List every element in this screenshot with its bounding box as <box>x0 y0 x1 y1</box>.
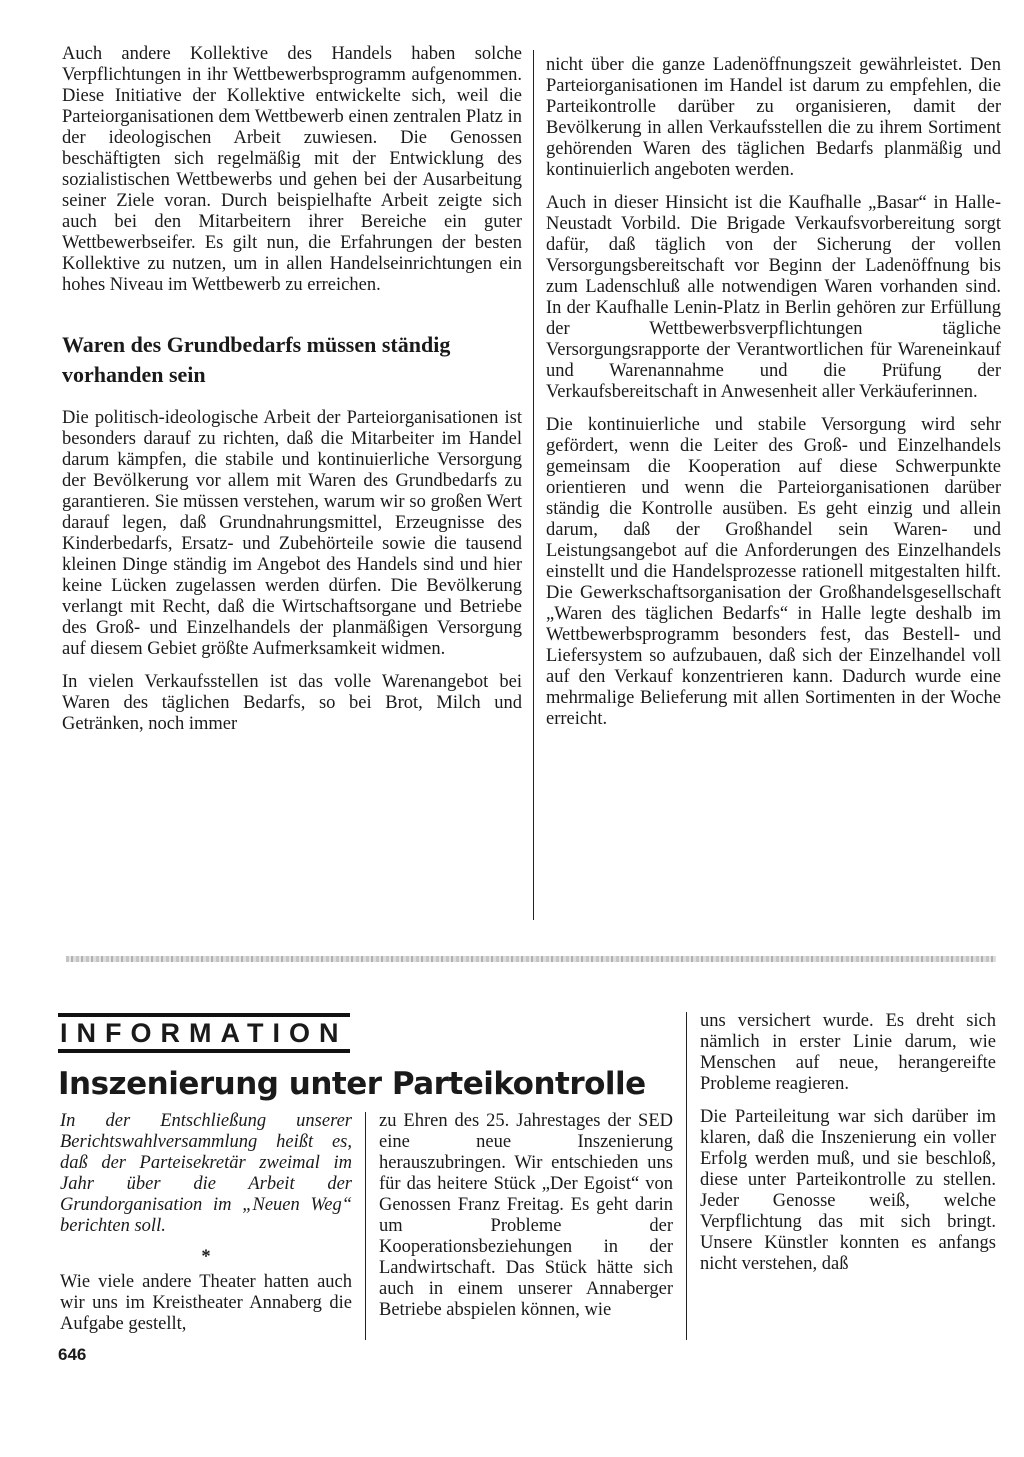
paragraph: Wie viele andere Theater hatten auch wir uns im Kreistheater Annaberg die Aufgabe gestellt, <box>60 1272 352 1334</box>
paragraph: Auch andere Kollektive des Handels haben solche Verpflichtungen in ihr Wettbewerbsprogramm aufgenommen. Diese Initiative der Kollektive entwickelte sich, weil die Parteiorganisationen dem Wettbewerb einen zentralen Platz in der ideologischen Arbeit zuwiesen. Die Genossen beschäftigten sich regelmäßig mit der Entwicklung des sozialistischen Wettbewerbs und gehen bei der Ausarbeitung seiner Ziele voran. Durch beispielhafte Arbeit zeigte sich auch bei den Mitarbeitern ihrer Bereiche ein guter Wettbewerbseifer. Es gilt nun, die Erfahrungen der besten Kollektive zu nutzen, um in allen Handelseinrichtungen ein hohes Niveau im Wettbewerb zu erreichen. <box>62 44 522 295</box>
article-column-left <box>62 44 522 747</box>
separator-star: * <box>201 1247 211 1267</box>
paragraph: nicht über die ganze Ladenöffnungszeit gewährleistet. Den Parteiorganisationen im Handel ist darum zu empfehlen, die Parteikontrolle darüber zu organisieren, damit der Bevölkerung in allen Verkaufsstellen die zu ihrem Sortiment gehörenden Waren des täglichen Bedarfs planmäßig und kontinuierlich angeboten werden. <box>546 55 1001 180</box>
column-rule <box>365 1112 366 1340</box>
article-column-right <box>546 55 1001 742</box>
column-rule <box>686 1012 687 1340</box>
info-column-1 <box>60 1111 352 1347</box>
paragraph: Die politisch-ideologische Arbeit der Parteiorganisationen ist besonders darauf zu richten, daß die Mitarbeiter im Handel darum kämpfen, die stabile und kontinuierliche Versorgung der Bevölkerung vor allem mit Waren des Grundbedarfs zu garantieren. Sie müssen verstehen, warum wir so großen Wert darauf legen, daß Grundnahrungsmittel, Erzeugnisse des Kinderbedarfs, Ersatz- und Zubehörteile sowie die tausend kleinen Dinge ständig im Angebot des Handels sind und hier keine Lücken zugelassen werden dürfen. Die Bevölkerung verlangt mit Recht, daß die Wirtschaftsorgane und Betriebe des Groß- und Einzelhandels der planmäßigen Versorgung auf diesem Gebiet größte Aufmerksamkeit widmen. <box>62 408 522 659</box>
information-label: INFORMATION <box>58 1013 350 1053</box>
page-number: 646 <box>58 1345 87 1364</box>
paragraph: uns versichert wurde. Es dreht sich nämlich in erster Linie darum, wie Menschen auf neue, herangereifte Probleme reagieren. <box>700 1011 996 1094</box>
paragraph: Die Parteileitung war sich darüber im klaren, daß die Inszenierung ein voller Erfolg werden muß, und sie beschloß, diese unter Parteikontrolle zu stellen. Jeder Genosse weiß, welche Verpflichtung das mit sich bringt. Unsere Künstler konnten es anfangs nicht verstehen, daß <box>700 1107 996 1274</box>
article-title: Inszenierung unter Parteikontrolle <box>58 1066 646 1102</box>
paragraph: In vielen Verkaufsstellen ist das volle Warenangebot bei Waren des täglichen Bedarfs, so bei Brot, Milch und Getränken, noch immer <box>62 672 522 734</box>
section-heading: Waren des Grundbedarfs müssen ständig vorhanden sein <box>62 332 451 387</box>
section-divider <box>66 956 996 962</box>
paragraph: Die kontinuierliche und stabile Versorgung wird sehr gefördert, wenn die Leiter des Groß- und Einzelhandels gemeinsam die Kooperation auf diese Schwerpunkte orientieren und wenn die Parteiorganisationen darüber ständig die Kontrolle ausüben. Es geht einzig und allein darum, daß der Großhandel sein Waren- und Leistungsangebot auf die Anforderungen des Einzelhandels einstellt und die Handelsprozesse rationell mitgestalten hilft. Die Gewerkschaftsorganisation der Großhandelsgesellschaft „Waren des täglichen Bedarfs“ in Halle legte deshalb im Wettbewerbsprogramm besonders fest, das Bestell- und Liefersystem so aufzubauen, daß sich der Einzelhandel voll auf den Verkauf konzentrieren kann. Dadurch wurde eine mehrmalige Belieferung mit allen Sortimenten in der Woche erreicht. <box>546 415 1001 729</box>
paragraph: zu Ehren des 25. Jahrestages der SED eine neue Inszenierung herauszubringen. Wir entschieden uns für das heitere Stück „Der Egoist“ von Genossen Franz Freitag. Es geht darin um Probleme der Kooperationsbeziehungen in der Landwirtschaft. Das Stück hätte sich auch in einem unserer Annaberger Betriebe abspielen können, wie <box>379 1111 673 1320</box>
paragraph: Auch in dieser Hinsicht ist die Kaufhalle „Basar“ in Halle-Neustadt Vorbild. Die Brigade Verkaufsvorbereitung sorgt dafür, daß täglich von der Sicherung der vollen Versorgungsbereitschaft vor Beginn der Ladenöffnung bis zum Ladenschluß alle notwendigen Waren vorhanden sind. In der Kaufhalle Lenin-Platz in Berlin gehören zur Erfüllung der Wettbewerbsverpflichtungen tägliche Versorgungsrapporte der Verantwortlichen für Wareneinkauf und Warenannahme und die Prüfung der Verkaufsbereitschaft in Anwesenheit aller Verkäuferinnen. <box>546 193 1001 402</box>
intro-paragraph: In der Entschließung unserer Berichtswahlversammlung heißt es, daß der Parteisekretär zweimal im Jahr über die Arbeit der Grundorganisation im „Neuen Weg“ berichten soll. <box>60 1111 352 1236</box>
info-column-2 <box>379 1111 673 1333</box>
column-rule <box>533 50 534 920</box>
info-column-3 <box>700 1011 996 1287</box>
